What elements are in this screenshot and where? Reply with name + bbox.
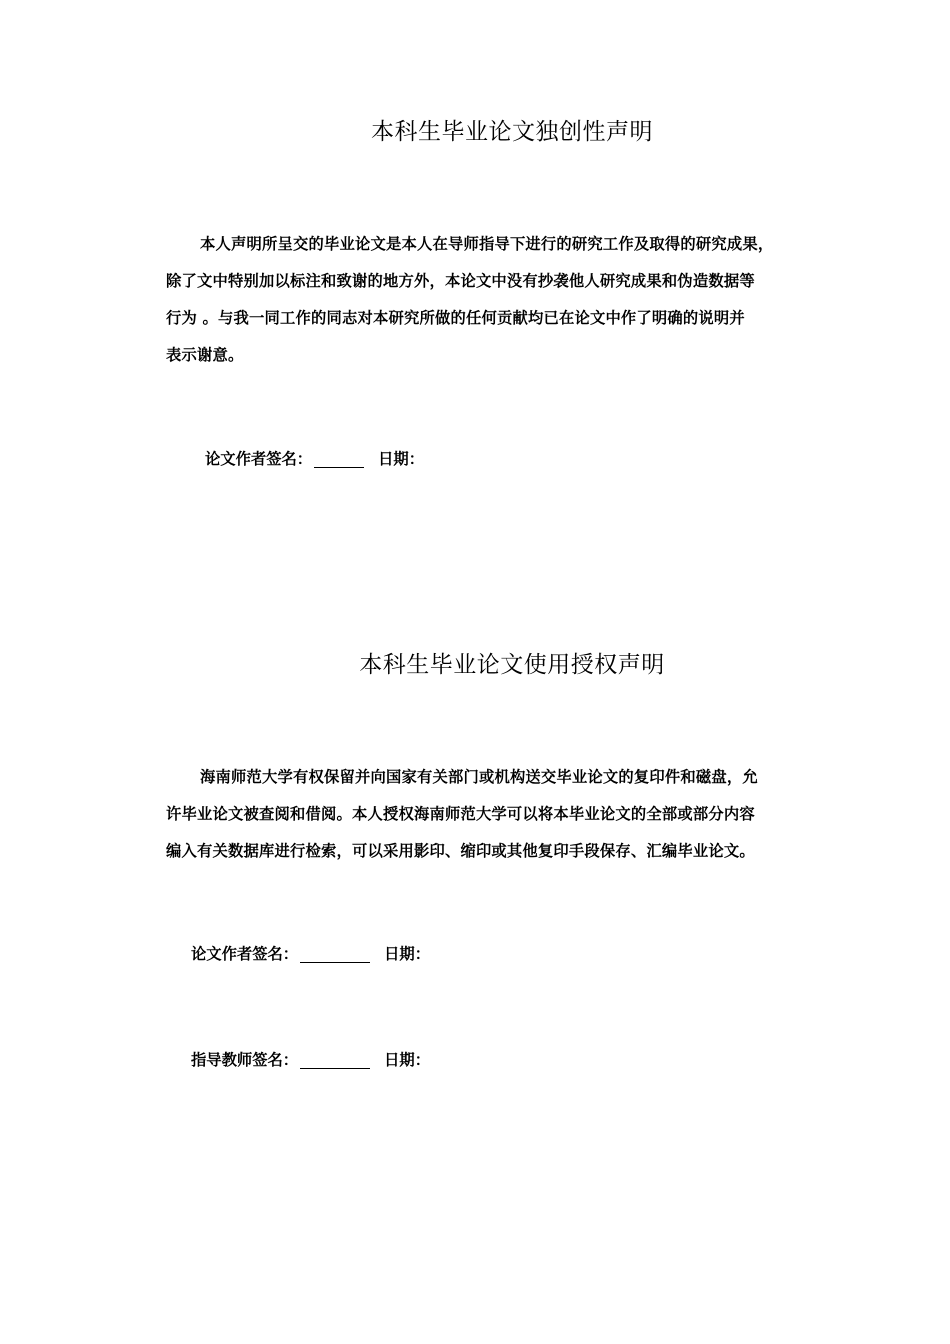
date-label: 日期： [384, 1051, 430, 1069]
paragraph-line: 表示谢意。 [166, 346, 244, 364]
paragraph-line: 行为 。与我一同工作的同志对本研究所做的任何贡献均已在论文中作了明确的说明并 [166, 309, 745, 327]
author-signature-blank[interactable] [300, 946, 370, 963]
originality-title: 本科生毕业论文独创性声明 [371, 119, 653, 145]
date-label: 日期： [384, 945, 430, 963]
paragraph-line: 海南师范大学有权保留并向国家有关部门或机构送交毕业论文的复印件和磁盘，允 [200, 768, 758, 786]
paragraph-line: 本人声明所呈交的毕业论文是本人在导师指导下进行的研究工作及取得的研究成果， [200, 235, 774, 253]
authorization-advisor-signature-row [191, 1049, 430, 1071]
advisor-signature-blank[interactable] [300, 1052, 370, 1069]
author-signature-label: 论文作者签名： [191, 945, 299, 963]
paragraph-line: 除了文中特别加以标注和致谢的地方外，本论文中没有抄袭他人研究成果和伪造数据等 [166, 272, 755, 290]
authorization-title: 本科生毕业论文使用授权声明 [359, 652, 665, 678]
paragraph-line: 编入有关数据库进行检索，可以采用影印、缩印或其他复印手段保存、汇编毕业论文。 [166, 842, 755, 860]
authorization-author-signature-row [191, 943, 430, 965]
date-label: 日期： [378, 450, 424, 468]
author-signature-label: 论文作者签名： [205, 450, 313, 468]
originality-paragraph [166, 226, 810, 374]
advisor-signature-label: 指导教师签名： [191, 1051, 299, 1069]
originality-signature-row [205, 448, 424, 470]
author-signature-blank[interactable] [314, 451, 364, 468]
authorization-paragraph [166, 759, 810, 870]
paragraph-line: 许毕业论文被查阅和借阅。本人授权海南师范大学可以将本毕业论文的全部或部分内容 [166, 805, 755, 823]
